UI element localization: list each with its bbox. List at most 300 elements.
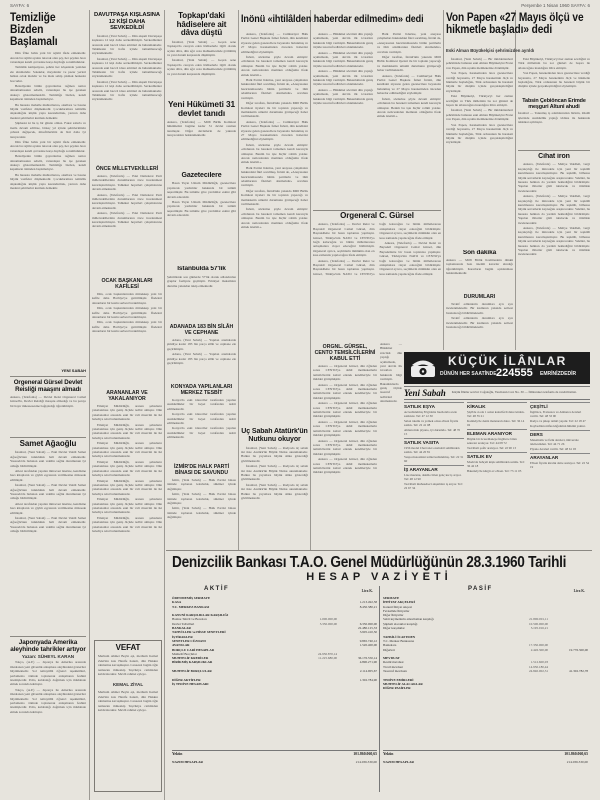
headline: Gazetecilere xyxy=(181,172,222,179)
ledger-label: AVANSLAR xyxy=(172,643,190,648)
ledger-value: 8.450.380,21 xyxy=(359,604,377,609)
ledger-label: T.C. Merkez Bankasına xyxy=(383,638,415,643)
aktif-nazim xyxy=(172,760,377,764)
paragraph: Konya'da eski idareciler tarafından yapılan usulsüzlükler bir heyet tarafından tesbit edilmektedir. xyxy=(167,412,236,426)
paragraph: Dün Ülke bahis yeni bir rejimi ifade etmektedir. Ancak bu rejimi ayakta tutacak olan şey, her şeyden önce vatandaşın kendi çevresine karşı duyduğu sorumluluktur. xyxy=(10,139,86,153)
story-topkapi xyxy=(167,12,236,92)
paragraph: Von Papen, hareketinden önce gazetecilere verdiği beyanatta, 27 Mayıs hareketinin ölçü ve hikmetle başladığını, Türk ordusunun bu hareketi büyük bir disiplin içinde gerçekleştirdiğini söylemiştir. xyxy=(446,122,513,145)
article-body: Ankara, (Telefonla) — Devlet Reisi Orgeneral Cemal Gürsel'in, Devlet Reisliği maaşını almadığı ve bu parayı bir hayır müessesesine bağışladığı öğrenilmiştir. xyxy=(10,395,86,408)
column-rule xyxy=(443,10,444,350)
paragraph: Bu hususta mahalle muhtarlarına, okullara ve basına büyük vazifeler düşmektedir. Çocuklarımıza temizlik alışkanlığını küçük yaşta kazandırmak, yarının daha medeni şehirlerini kurmak demektir. xyxy=(10,172,86,190)
ledger-value: 1.302.784,90 xyxy=(359,677,377,682)
paragraph: İzmir, (Yeni Sabah) — Halk Partisi binası önünde toplanan kalabalık, sükûnet içinde dağılmıştır. xyxy=(167,506,236,520)
ledger-subvalue: 24.840.002,31 xyxy=(529,669,548,674)
article-body xyxy=(241,32,308,229)
story-tabsin xyxy=(518,98,590,148)
pasif-nazim xyxy=(383,760,588,764)
column-rule xyxy=(310,10,311,550)
classified-column-1 xyxy=(404,400,464,548)
article-body xyxy=(167,478,236,520)
ledger-value: 1.213.492,58 xyxy=(359,600,377,605)
paragraph: Ankara, (Telefonla) — Maliye Vekâleti, vergi kaçakçılığı ile mücadele için yeni bir teşkilât kurulmasını kararlaştırmıştır. Bu teşkilât, bilhassa büyük servetlerin kaynağını araştıracaktır. Vekâlet, bu hususta halktan da yardım beklediğini bildirmiştir. Yapılan ihbarlar gizli tutulacak ve titizlikle incelenecektir. xyxy=(518,194,590,225)
aktif-heading: AKTİF xyxy=(204,586,230,592)
article-body: Merhum Ahmet Beyin eşi, merhum Kemal Zeki'nin kızı Hanife hanım, dün Hakkın rahmetine kavuşmuştur. Cenazesi bugün öğle namazını müteakip Teşvikiye camiinden kaldırılacaktır. Mevlâ rahmet eyleye. xyxy=(98,654,158,677)
ledger-label: BORÇLU CARİ HESAPLAR xyxy=(172,647,215,652)
story-rule xyxy=(10,636,86,637)
paragraph: Tevkif edilenlerin durumları ayrı ayrı incelenmektedir. Bir kısmının yakında serbest bırakılacağı bildirilmektedir. xyxy=(446,316,513,330)
ledger-label: SENETLER CÜZDANI xyxy=(172,638,206,643)
ledger-label: DİĞER AKTİFLER xyxy=(172,677,201,682)
ledger-label: İŞ TEDİYE HESAPLARI xyxy=(172,681,209,686)
headline: Von Papen «27 Mayıs ölçü ve hikmetle başladı» dedi xyxy=(446,12,584,37)
article-body xyxy=(446,302,513,329)
paragraph: Emniyet Müdürlüğü, aranan şahısların yakalanması için geniş ölçüde tedbir almıştır. Dün yakalananlar arasında eski bir vali muavini ile iki belediye reisi bulunmaktadır. xyxy=(92,515,162,533)
ledger-label: KASA xyxy=(172,600,182,605)
article-body xyxy=(167,181,236,217)
section-rule xyxy=(166,550,592,551)
story-gazetecilere xyxy=(167,172,236,262)
ad-item: Bakırköy'de kârgir ev ehven. Tel: 73 11 05 xyxy=(467,469,522,473)
paragraph: Ankara, (Telefonla) — Maliye Vekâleti, vergi kaçakçılığı ile mücadele için yeni bir teşkilât kurulmasını kararlaştırmıştır. Bu teşkilât, bilhassa büyük servetlerin kaynağını araştıracaktır. Vekâlet, bu hususta halktan da yardım beklediğini bildirmiştir. Yapılan ihbarlar gizli tutulacak ve titizlikle incelenecektir. xyxy=(518,162,590,193)
paragraph: Konya'da eski idareciler tarafından yapılan usulsüzlükler bir heyet tarafından tesbit edilmektedir. xyxy=(167,398,236,411)
paragraph: İstanbul, (Yeni Sabah) — Radyoda üç sabah üst üste Atatürk'ün Büyük Nutku okunmaktadır. Halkın bu yayınlara büyük alâka gösterdiği görülmektedir. xyxy=(241,464,308,482)
currency-heading: Lira K. xyxy=(361,589,373,593)
paragraph: Eski Büyükelçi, Türkiye'yi her zaman sevdiğini ve Türk milletinin bu zor günleri de başarı ile atlatacağına inandığını ilâve etmiştir. xyxy=(446,94,513,108)
ad-item: Tecrübeli muhasebeci akşamları iş arıyor. Tel: 22 67 34 xyxy=(404,482,463,490)
headline: İZMİR'DE HALK PARTİ BİNASI DE SAVUNDU xyxy=(173,464,230,476)
article-body: Ankara — Millî Birlik Komitesinin dünkü toplantısında bazı önemli kararlar alındığı öğrenilmiştir. Kararların bugün açıklanması beklenmektedir. xyxy=(446,257,513,276)
ledger-row xyxy=(172,682,377,686)
deck: Eski Alman Büyükelçisi şehrimizden ayrıldı xyxy=(446,48,535,53)
banner-title: KÜÇÜK İLÂNLAR xyxy=(448,354,567,368)
aktif-total-row xyxy=(172,750,377,756)
paragraph: Ankara, (Telefonla) — Maliye Vekâleti, vergi kaçakçılığı ile mücadele için yeni bir teşkilât kurulmasını kararlaştırmıştır. Bu teşkilât, bilhassa büyük servetlerin kaynağını araştıracaktır. Vekâlet, bu hususta halktan da yardım beklediğini bildirmiştir. Yapılan ihbarlar gizli tutulacak ve titizlikle incelenecektir. xyxy=(518,226,590,257)
article-body xyxy=(518,162,590,257)
headline: Son dakika xyxy=(462,250,497,256)
ledger-subvalue: 10.500.000,00 xyxy=(529,621,548,626)
paragraph: Ankara — Orgeneral Gürsel, dün öğleden sonra CENTO'ya dahil memleketlerin temsilcilerini kabul ederek kendileriyle bir müddet görüşmüştür. xyxy=(313,364,377,382)
paragraph: Ankara — Hükümet sözcüsü dün yaptığı açıklamada, yeni devrin ilk icraatları hakkında bilgi vermiştir. Bakanlıklarda geniş ölçüde tasarruf tedbirleri alınmaktadır. xyxy=(313,50,373,68)
headline: İstanbulda 57'lik xyxy=(177,266,226,272)
banner-line-right: EMRİNİZDEDİR xyxy=(540,371,577,377)
ad-item: Moda'da bahçeli köşk sahibinden satılık. Tel: 36 42 18 xyxy=(467,460,525,468)
article-body xyxy=(92,292,162,334)
paragraph: Şüphesiz ki bu iş bir günde olmaz. Fakat sabırla ve inatla devam edilirse, birkaç yıl içinde şehirlerimizin çehresi değişecek, misafirlerimiz de bizi daha iyi tanıyacaktır. xyxy=(10,121,86,139)
paragraph: Halk Partisi liderine, yeni anayasa çalışmaları hakkındaki fikri sorulmuş, İnönü de, «Anayasanın hazırlanmasında bütün partilerin ve ilim adamlarının fikirleri alınmalıdır» cevabını vermiştir. xyxy=(241,78,308,100)
paragraph: Ankara, (Telefonla) — Eski Demokrat Parti milletvekillerinin durumlarının önce incelenmesi kararlaştırılmıştır. Tahkikat heyetleri çalışmalarına devam etmektedir. xyxy=(92,211,162,229)
paragraph: Ailesi tarafından yapılan müracaat üzerine, kendisine bazı kitapların ve giyim eşyasının verilmesine müsaade edilmiştir. xyxy=(10,501,86,515)
total-label: Yekûn xyxy=(383,752,394,756)
ledger-subvalue xyxy=(301,682,337,686)
balance-divider xyxy=(379,586,380,792)
paragraph: İnönü, sözlerine şöyle devam etmiştir: «Ordunun bu hareketi tamamen kendi kararıyla olmuştur. Benim bu işte hiçbir rolüm yoktur. Ancak neticesinden memnun olduğumu ifade etmek isterim.» xyxy=(241,142,308,165)
story-davutpasa xyxy=(92,12,162,162)
ledger-label: KANUNİ KARŞILIKLAR KARŞILIĞI xyxy=(172,613,229,618)
headline: Temizliğe Bizden Başlamalı xyxy=(10,12,58,49)
story-orgeneral-gursel xyxy=(313,212,441,340)
ledger-label: Bankalara xyxy=(383,643,397,648)
ad-item: İngilizce, Fransızca ve Almanca dersleri verilir. Tel: 48 33 90 xyxy=(530,410,582,418)
paragraph: Ankara, (Telefonla) — Devlet Reisi ve Başvekil Orgeneral Cemal Gürsel, dün Başvekâlette bir basın toplantısı yapmıştır. Gürsel, Türkiye'nin NATO ve CENTO'ya bağlı kalacağını ve bütün milletlerarası anlaşmalara riayet edeceğini bildirmiştir. Orgeneral ayrıca, seçimlerin mümkün olan en kısa zamanda yapılacağını ifade etmiştir. xyxy=(313,222,375,258)
ledger-subvalue: 14.950.180,44 xyxy=(529,664,548,669)
ledger-value: 36.176.550,14 xyxy=(358,656,377,661)
paragraph: Ankara, (Telefonla) — Eski Demokrat Parti milletvekillerinin durumlarının önce incelenmesi kararlaştırılmıştır. Tahkikat heyetleri çalışmalarına devam etmektedir. xyxy=(92,192,162,210)
pasif-total: 101.860.060,65 xyxy=(564,752,588,756)
paragraph: Basın Yayın Umum Müdürlüğü, gazetecilere yapılacak yardımlar hakkında bir tamim neşretmiştir. Bu tamime göre yardımlar eskisi gibi devam edecektir. xyxy=(167,199,236,218)
paragraph: Ankara, (Telefonla) — Eski Demokrat Parti milletvekillerinin durumlarının önce incelenmesi kararlaştırılmıştır. Tahkikat heyetleri çalışmalarına devam etmektedir. xyxy=(92,174,162,192)
article-body: Ankara — Hükümet sözcüsü dün yaptığı açıklamada, yeni devrin ilk icraatları hakkında bilgi vermiştir. Bakanlıklarda geniş ölçüde tasarruf tedbirleri alınmaktadır. xyxy=(380,342,402,404)
ad-category: KİRALIK xyxy=(467,402,527,409)
ledger-label: Kanunî İhtiyat Akçesi xyxy=(383,604,412,609)
headline: DURUMLARI xyxy=(463,294,496,300)
paragraph: Ankara — Orgeneral Gürsel, dün öğleden sonra CENTO'ya dahil memleketlerin temsilcilerini kabul ederek kendileriyle bir müddet görüşmüştür. xyxy=(313,457,377,475)
paragraph: Adana, (Yeni Sabah) — Yapılan aramalarda şimdiye kadar 183 bin parça silâh ve cephane ele geçirilmiştir. xyxy=(167,338,236,351)
ad-item: Kadıköy'de deniz manzaralı daire. Tel: 36 14 02 xyxy=(467,419,525,427)
ledger-value: 19.776.300,00 xyxy=(569,647,588,652)
ledger-label: Ticarî mevduat xyxy=(383,664,403,669)
banner-phone: 224555 xyxy=(496,367,533,379)
obituary-name: KEMAL ZİYAL xyxy=(112,682,144,688)
paragraph: İstanbul, (Yeni Sabah) — Eski Devlet Vekili Samet Ağaoğlu'nun tutukluluk hali devam etmektedir. Yassıada'da bulunan eski vekilin sağlık durumunun iyi olduğu bildirilmiştir. xyxy=(10,483,86,501)
ad-item: Lise mezunu, daktilo bilen genç kız iş arıyor. Tel: 48 12 90 xyxy=(404,473,462,481)
ledger-subvalue xyxy=(512,686,548,690)
column-1-lead xyxy=(10,12,86,368)
headline: VEFAT xyxy=(115,643,141,652)
folio-right: Perşembe 1 Nisan 1960 SAYFA: 6 xyxy=(521,2,590,8)
total-label: Yekûn xyxy=(172,752,183,756)
nazim-value: 214.036.330,00 xyxy=(566,760,588,764)
balance-sheet-subtitle: HESAP VAZİYETİ xyxy=(306,571,452,583)
paragraph: Belediyenin bütün gayretlerine rağmen netice alınamamasının sebebi, vatandaşın bu işe gereken alakayı göstermemesidir. Temizliğe bizden, kendi kapımızın önünden başlamalıyız. xyxy=(10,154,86,172)
column-filler xyxy=(380,342,402,548)
paragraph: İstanbul, (Yeni Sabah) — Radyoda üç sabah üst üste Atatürk'ün Büyük Nutku okunmaktadır. Halkın bu yayınlara büyük alâka gösterdiği görülmektedir. xyxy=(241,482,308,501)
paragraph: Adana, (Yeni Sabah) — Yapılan aramalarda şimdiye kadar 183 bin parça silâh ve cephane ele geçirilmiştir. xyxy=(167,352,236,366)
article-body xyxy=(167,338,236,365)
headline: DAVUTPAŞA KIŞLASINA 12 KİŞİ DAHA SEVKEDİLDİ xyxy=(94,12,160,32)
byline: Yazan: SÜHEYL KARAN xyxy=(21,654,75,660)
bank-balance-sheet xyxy=(168,554,590,794)
story-inonu-headline xyxy=(241,14,441,30)
classified-info: Küçük İlânlar servisi: Cağaloğlu, Yerebatan Cad. No. 30 — İlânlarınızı telefonla da verebilirsiniz. xyxy=(451,390,577,395)
paragraph: Von Papen, hareketinden önce gazetecilere verdiği beyanatta, 27 Mayıs hareketinin ölçü ve hikmetle başladığını, Türk ordusunun bu hareketi büyük bir disiplin içinde gerçekleştirdiğini söylemiştir. xyxy=(518,71,590,89)
ledger-subvalue: 17.350.000,00 xyxy=(529,643,548,648)
ledger-label: TAHVİLLER ve HİSSE SENETLERİ xyxy=(172,630,226,635)
ledger-label: T.C. MERKEZ BANKASI xyxy=(172,604,210,609)
balance-sheet-title: Denizcilik Bankası T.A.O. Genel Müdürlüğünün 28.3.1960 Tarihli xyxy=(172,554,567,571)
ledger-label: ÖDENMEMİŞ SERMAYE xyxy=(172,596,211,600)
ledger-subvalue: 24.950.870,14 xyxy=(318,651,337,656)
article-body xyxy=(446,57,513,145)
story-hukumet-cont xyxy=(377,32,441,208)
ad-item: Ehven fiyatla kiralık daire aranıyor. Tel: 22 54 19 xyxy=(530,461,590,469)
classified-column-2 xyxy=(467,400,527,548)
ad-item: Şişli'de 4 oda 1 salon kaloriferli daire kiralık. Tel: 48 55 21 xyxy=(467,410,525,418)
ledger-subvalue: 11.225.680,00 xyxy=(318,656,337,661)
article-body xyxy=(377,32,441,119)
ad-category: ARAYANLAR xyxy=(530,453,590,460)
story-gursel-salary xyxy=(10,379,86,435)
paragraph: Ankara, (Telefonla) — Cumhuriyet Halk Partisi Genel Başkanı İsmet İnönü, dün kendisini ziyarete gelen gazetecilere beyanatta bulunmuş ve 27 Mayıs hareketinden önceden haberdar edilmediğini söylemiştir. xyxy=(241,32,308,54)
paragraph: Temizlik kampanyası, şehrin her köşesinde yeniden ele alınmalıdır. Sokaklar, meydanlar ve pazar yerleri halkın ortak malıdır ve bu mala sahip çıkmak herkesin borcudur. xyxy=(10,65,86,83)
pasif-heading: PASİF xyxy=(468,586,493,592)
paragraph: Ankara — Hükümet sözcüsü dün yaptığı açıklamada, yeni devrin ilk icraatları hakkında bilgi vermiştir. Bakanlıklarda geniş ölçüde tasarruf tedbirleri alınmaktadır. xyxy=(313,69,373,87)
story-rule xyxy=(313,210,441,211)
paragraph: Belediyenin bütün gayretlerine rağmen netice alınamamasının sebebi, vatandaşın bu işe gereken alakayı göstermemesidir. Temizliğe bizden, kendi kapımızın önünden başlamalıyız. xyxy=(10,84,86,102)
paragraph: Halk Partisi liderine, yeni anayasa çalışmaları hakkındaki fikri sorulmuş, İnönü de, «Anayasanın hazırlanmasında bütün partilerin ve ilim adamlarının fikirleri alınmalıdır» cevabını vermiştir. xyxy=(241,165,308,188)
ledger-row xyxy=(383,686,588,690)
article-body xyxy=(518,57,590,89)
ledger-label: Şüpheli alacaklar karşılığı xyxy=(383,621,418,626)
ledger-value xyxy=(337,682,377,686)
story-agaoglu xyxy=(10,440,86,590)
headline: Topkapı'daki hâdiselere ait dâva düştü xyxy=(176,12,227,38)
currency-heading: Lira K. xyxy=(573,589,585,593)
ledger-label: BİRİKMİŞ KARŞILIKLAR xyxy=(172,660,213,665)
ledger-label: TAHSİLİ İCAP EDEN xyxy=(383,634,416,639)
article-body: İstanbul — Tanınmış iş adamlarından birinin, ithalât işlerinde usulsüzlük yaptığı iddiası ile hakkında tahkikat açılmıştır. xyxy=(518,111,590,125)
paragraph: İstanbul, (Yeni Sabah) — Geçen sene Topkapı'da cereyan eden hâdiselerle ilgili olarak açılan dâva, dün ağır ceza mahkemesinde görülmüş ve yeni durum karşısında düşmüştür. xyxy=(167,39,236,57)
article-body xyxy=(313,364,377,475)
ad-item: Matematik ve fizik dersleri, üniversite talebesinden. Tel: 44 71 26 xyxy=(530,438,579,446)
article-body: Merhum Ahmet Beyin eşi, merhum Kemal Zeki'nin kızı Hanife hanım, dün Hakkın rahmetine kavuşmuştur. Cenazesi bugün öğle namazını müteakip Teşvikiye camiinden kaldırılacaktır. Mevlâ rahmet eyleye. xyxy=(98,690,158,713)
pasif-ledger xyxy=(383,596,588,691)
article-body xyxy=(167,40,236,76)
paragraph: Ankara — Orgeneral Gürsel, dün öğleden sonra CENTO'ya dahil memleketlerin temsilcilerini kabul ederek kendileriyle bir müddet görüşmüştür. xyxy=(313,419,377,438)
paragraph: İstanbul, (Yeni Sabah) — Dün akşam Davutpaşa kışlasına 12 kişi daha sevkedilmiştir. Sevkedilenler arasında eski bazı il idare amirleri de bulunmaktadır. Tahkikatın bir hafta içinde tamamlanacağı söylenmektedir. xyxy=(92,56,162,79)
ledger-label: İŞTİRAKLER xyxy=(172,634,193,639)
ad-item: Piyano dersleri verilir. Tel: 48 61 03 xyxy=(530,447,577,451)
paragraph: İnönü, sözlerine şöyle devam etmiştir: «Ordunun bu hareketi tamamen kendi kararıyla olmuştur. Benim bu işte hiçbir rolüm yoktur. Ancak neticesinden memnun olduğumu ifade etmek isterim.» xyxy=(241,55,308,77)
folio-line xyxy=(10,0,590,10)
ledger-value: 4.890.271,90 xyxy=(359,660,377,665)
paragraph: İstanbul, (Yeni Sabah) — Bir müddettenberi şehrimizde bulunan eski Alman Büyükelçisi Franz von Papen, dün uçakla memleketine dönmüştür. xyxy=(446,108,513,122)
paragraph: İnönü, sözlerine şöyle devam etmiştir: «Ordunun bu hareketi tamamen kendi kararıyla olmuştur. Benim bu işte hiçbir rolüm yoktur. Ancak neticesinden memnun olduğumu ifade etmek isterim.» xyxy=(241,207,308,230)
story-japan xyxy=(10,639,86,794)
ledger-label: TEDİYE EMİRLERİ xyxy=(383,677,414,682)
classified-masthead xyxy=(404,386,590,400)
article-body xyxy=(92,404,162,533)
ledger-label: MUHTELİF ALACAKLAR xyxy=(383,681,423,686)
headline: Tabsin Çebiöncan Erimde meşguri Altuni ahudi xyxy=(522,98,586,111)
ad-category: SATILIK EV xyxy=(467,452,527,459)
headline: Yeni Hükümeti 31 devlet tanıdı xyxy=(167,100,236,118)
paragraph: Basın Yayın Umum Müdürlüğü, gazetecilere yapılacak yardımlar hakkında bir tamim neşretmiştir. Bu tamime göre yardımlar eskisi gibi devam edecektir. xyxy=(167,181,236,199)
paragraph: İstanbul, (Yeni Sabah) — Geçen sene Topkapı'da cereyan eden hâdiselerle ilgili olarak açılan dâva, dün ağır ceza mahkemesinde görülmüş ve yeni durum karşısında düşmüştür. xyxy=(167,58,236,76)
ledger-subvalue: 5.350.000,00 xyxy=(319,621,337,626)
folio-left: SAYFA: 6 xyxy=(10,2,30,8)
headline: OCAK BAŞKANLARI KAFİLESİ xyxy=(101,278,153,290)
ledger-value: 41.302.782,78 xyxy=(569,669,588,674)
paragraph: Emniyet Müdürlüğü, aranan şahısların yakalanması için geniş ölçüde tedbir almıştır. Dün yakalananlar arasında eski bir vali muavini ile iki belediye reisi bulunmaktadır. xyxy=(92,497,162,515)
ledger-value: 22.480.125,33 xyxy=(358,626,377,631)
article-body xyxy=(313,222,441,276)
ad-category: SATILIK VASITA xyxy=(404,438,464,445)
article-body: Şehrimizde son günlerde 57'lik olarak adlandırılan gruplar faaliyete geçmiştir. Emniyet makamları durumu yakından takip etmektedir. xyxy=(167,274,236,288)
ledger-label: BANKALAR xyxy=(172,626,191,631)
story-hukumet xyxy=(313,32,373,208)
ledger-label: Fevkalâde İhtiyatlar xyxy=(383,608,410,613)
paragraph: Dün, ocak başkanlarından mürekkep yeni bir kafile daha Harbiye'ye getirilmiştir. İfadeleri alınanların bir kısmı serbest bırakılmıştır. xyxy=(92,306,162,320)
column-rule xyxy=(164,10,165,800)
paragraph: Ankara — Orgeneral Gürsel, dün öğleden sonra CENTO'ya dahil memleketlerin temsilcilerini kabul ederek kendileriyle bir müddet görüşmüştür. xyxy=(313,382,377,400)
ledger-value: 6.350.000,00 xyxy=(359,621,377,626)
nazim-value: 214.036.330,00 xyxy=(355,760,377,764)
column-rule xyxy=(89,10,90,800)
story-istanbul-57lik xyxy=(167,266,236,320)
headline: İnönü «ihtilâlden haberdar edilmedim» dedi xyxy=(241,14,424,25)
paragraph: İzmir, (Yeni Sabah) — Halk Partisi binası önünde toplanan kalabalık, sükûnet içinde dağılmıştır. xyxy=(167,492,236,506)
headline: ARANANLAR VE YAKALANIYOR xyxy=(106,390,148,402)
paragraph: Dün Ülke bahis yeni bir rejimi ifade etmektedir. Ancak bu rejimi ayakta tutacak olan şey, her şeyden önce vatandaşın kendi çevresine karşı duyduğu sorumluluktur. xyxy=(10,51,86,64)
ad-item: Alman malı piyano, iyi durumda. Tel: 48 70 15 xyxy=(404,428,461,436)
banner-line-left: DÜNÜN HER SAATİNDE xyxy=(440,371,497,377)
telephone-icon xyxy=(410,358,436,378)
paragraph: Dün, ocak başkanlarından mürekkep yeni bir kafile daha Harbiye'ye getirilmiştir. İfadeleri alınanların bir kısmı serbest bırakılmıştır. xyxy=(92,292,162,305)
ad-category: İŞ ARAYANLAR xyxy=(404,465,464,472)
article-body xyxy=(313,32,373,106)
story-milletvekilleri xyxy=(92,164,162,274)
column-rule xyxy=(515,10,516,350)
ledger-label: İHTİYAT AKÇELERİ xyxy=(383,600,415,605)
paragraph: Halk Partisi liderine, yeni anayasa çalışmaları hakkındaki fikri sorulmuş, İnönü de, «Anayasanın hazırlanmasında bütün partilerin ve ilim adamlarının fikirleri alınmalıdır» cevabını vermiştir. xyxy=(377,32,441,54)
paragraph: İstanbul, (Yeni Sabah) — Eski Devlet Vekili Samet Ağaoğlu'nun tutukluluk hali devam etmektedir. Yassıada'da bulunan eski vekilin sağlık durumunun iyi olduğu bildirilmiştir. xyxy=(10,450,86,468)
story-cihat xyxy=(518,153,590,346)
ledger-label: Tasarruf mevduatı xyxy=(383,669,408,674)
ad-item: Radyo ve pikap tamiri yapılır. Tel: 22 18 47 xyxy=(530,419,586,423)
paragraph: İstanbul, (Yeni Sabah) — Dün akşam Davutpaşa kışlasına 12 kişi daha sevkedilmiştir. Sevkedilenler arasında eski bazı il idare amirleri de bulunmaktadır. Tahkikatın bir hafta içinde tamamlanacağı söylenmektedir. xyxy=(92,79,162,102)
ledger-label: Diğerleri xyxy=(383,647,395,652)
paragraph: Ankara — Orgeneral Gürsel, dün öğleden sonra CENTO'ya dahil memleketlerin temsilcilerini kabul ederek kendileriyle bir müddet görüşmüştür. xyxy=(313,401,377,419)
story-ataturk-nutuk xyxy=(241,428,308,548)
article-body: Ankara, (Telefonla) — Millî Birlik Komitesi hükümetini bugüne kadar 31 devlet resmen tanımıştır. Diğer devletlerin de yakında tanıyacakları beklenmektedir. xyxy=(167,120,236,138)
paragraph: Bu hususta mahalle muhtarlarına, okullara ve basına büyük vazifeler düşmektedir. Çocuklarımıza temizlik alışkanlığını küçük yaşta kazandırmak, yarının daha medeni şehirlerini kurmak demektir. xyxy=(10,102,86,120)
ledger-value: 1.520.400,00 xyxy=(359,643,377,648)
paragraph: İstanbul, (Yeni Sabah) — Dün akşam Davutpaşa kışlasına 12 kişi daha sevkedilmiştir. Sevkedilenler arasında eski bazı il idare amirleri de bulunmaktadır. Tahkikatın bir hafta içinde tamamlanacağı söylenmektedir. xyxy=(92,33,162,56)
paragraph: İnönü, sözlerine şöyle devam etmiştir: «Ordunun bu hareketi tamamen kendi kararıyla olmuştur. Benim bu işte hiçbir rolüm yoktur. Ancak neticesinden memnun olduğumu ifade etmek isterim.» xyxy=(377,96,441,119)
ad-category: SATILIK EŞYA xyxy=(404,402,464,409)
article-body xyxy=(10,450,86,533)
story-31-devlet xyxy=(167,100,236,168)
pasif-total-row xyxy=(383,750,588,756)
story-ocak-baskanlari xyxy=(92,276,162,386)
ledger-subvalue: 2.426.300,00 xyxy=(530,647,548,652)
paragraph: Diğer taraftan, İnönü'nün yakında Millî Birlik Komitesi üyeleri ile bir toplantı yapacağı ve memleketin umumi durumunu görüşeceği haber verilmektedir. xyxy=(241,188,308,207)
article-body xyxy=(241,446,308,501)
paragraph: İzmir, (Yeni Sabah) — Halk Partisi binası önünde toplanan kalabalık, sükûnet içinde dağılmıştır. xyxy=(167,478,236,491)
ledger-value: 9.865.740,12 xyxy=(359,638,377,643)
yeni-sabah-logo: Yeni Sabah xyxy=(404,388,446,398)
paragraph: Diğer taraftan, İnönü'nün yakında Millî Birlik Komitesi üyeleri ile bir toplantı yapacağı ve memleketin umumi durumunu görüşeceği haber verilmektedir. xyxy=(377,55,441,73)
headline: Cihat iron xyxy=(538,153,570,160)
article-body xyxy=(92,174,162,229)
headline: KONYADA YAPILANLARI MERKEZ TESBİT xyxy=(170,384,233,396)
ledger-label: Devlet Tahvilleri xyxy=(172,621,195,626)
story-inonu-body xyxy=(241,32,308,424)
classified-banner xyxy=(404,352,590,384)
ad-category: ELEMAN ARANIYOR xyxy=(467,429,527,436)
ledger-label: MEVDUAT xyxy=(383,656,400,661)
ad-item: Tecrübeli şoför aranıyor. Tel: 22 90 13 xyxy=(467,446,516,450)
ledger-label: Muhtelif Borçlular xyxy=(172,651,197,656)
paragraph: Dün, ocak başkanlarından mürekkep yeni bir kafile daha Harbiye'ye getirilmiştir. İfadeleri alınanların bir kısmı serbest bırakılmıştır. xyxy=(92,320,162,334)
ledger-value: 2.114.905,67 xyxy=(359,669,377,674)
ledger-label: Diğer karşılıklar xyxy=(383,626,405,631)
ledger-value xyxy=(548,686,588,690)
paragraph: Eski Büyükelçi, Türkiye'yi her zaman sevdiğini ve Türk milletinin bu zor günleri de başarı ile atlatacağına inandığını ilâve etmiştir. xyxy=(518,57,590,70)
paragraph: Ankara — Hükümet sözcüsü dün yaptığı açıklamada, yeni devrin ilk icraatları hakkında bilgi vermiştir. Bakanlıklarda geniş ölçüde tasarruf tedbirleri alınmaktadır. xyxy=(313,87,373,106)
paragraph: Tevkif edilenlerin durumları ayrı ayrı incelenmektedir. Bir kısmının yakında serbest bırakılacağı bildirilmektedir. xyxy=(446,302,513,315)
ledger-label: DİĞER PASİFLER xyxy=(383,686,411,691)
story-arananlar xyxy=(92,388,162,633)
headline: ADANADA 183 BİN SİLÂH VE CEPHANE xyxy=(169,324,234,336)
column-rule xyxy=(238,10,239,550)
paragraph: Emniyet Müdürlüğü, aranan şahısların yakalanması için geniş ölçüde tedbir almıştır. Dün yakalananlar arasında eski bir vali muavini ile iki belediye reisi bulunmaktadır. xyxy=(92,404,162,422)
story-konya xyxy=(167,382,236,460)
paragraph: Ankara, (Telefonla) — Devlet Reisi ve Başvekil Orgeneral Cemal Gürsel, dün Başvekâlette bir basın toplantısı yapmıştır. Gürsel, Türkiye'nin NATO ve CENTO'ya bağlı kalacağını ve bütün milletlerarası anlaşmalara riayet edeceğini bildirmiştir. Orgeneral ayrıca, seçimlerin mümkün olan en kısa zamanda yapılacağını ifade etmiştir. xyxy=(379,241,441,276)
article-body xyxy=(10,660,86,714)
story-cento xyxy=(313,342,377,548)
ledger-label: MUHTELİF BORÇLULAR xyxy=(172,669,212,674)
ad-item: Kaybedilen nüfus kâğıdımın hükmü yoktur. xyxy=(530,424,586,428)
ad-item: 1956 model Chevrolet otomobil sahibinden satılık. Tel: 44 20 81 xyxy=(404,446,460,454)
paragraph: İstanbul, (Yeni Sabah) — Radyoda üç sabah üst üste Atatürk'ün Büyük Nutku okunmaktadır. Halkın bu yayınlara büyük alâka gösterdiği görülmektedir. xyxy=(241,445,308,463)
nazim-label: NAZIM HESAPLAR xyxy=(172,760,203,764)
paragraph: Emniyet Müdürlüğü, aranan şahısların yakalanması için geniş ölçüde tedbir almıştır. Dün yakalananlar arasında eski bir vali muavini ile iki belediye reisi bulunmaktadır. xyxy=(92,459,162,478)
story-adana xyxy=(167,322,236,380)
headline: Orgeneral C. Gürsel xyxy=(340,212,414,220)
headline: ÖNCE MİLLETVEKİLLERİ xyxy=(95,166,159,172)
classified-column-3 xyxy=(530,400,590,548)
paragraph: Tokyo, (A.P.) — Japonya ile Amerika arasında imzalanan yeni güvenlik anlaşması aleyhindeki gösteriler büyümektedir. Sol temayüllü öğrenci teşekkülleri, parlamento önünde toplanarak anlaşmanın feshini istemişlerdir. Polis, kalabalığı dağıtmak için müdahale etmek zorunda kalmıştır. xyxy=(10,660,86,687)
paragraph: Ailesi tarafından yapılan müracaat üzerine, kendisine bazı kitapların ve giyim eşyasının verilmesine müsaade edilmiştir. xyxy=(10,469,86,482)
paragraph: Ankara — Hükümet sözcüsü dün yaptığı açıklamada, yeni devrin ilk icraatları hakkında bilgi vermiştir. Bakanlıklarda geniş ölçüde tasarruf tedbirleri alınmaktadır. xyxy=(313,32,373,50)
ad-item: Salon takımı ve yemek odası ehven fiyatla satılık. Tel: 22 41 08 xyxy=(404,419,459,427)
paragraph: Ankara, (Telefonla) — Devlet Reisi ve Başvekil Orgeneral Cemal Gürsel, dün Başvekâlette bir basın toplantısı yapmıştır. Gürsel, Türkiye'nin NATO ve CENTO'ya bağlı kalacağını ve bütün milletlerarası anlaşmalara riayet edeceğini bildirmiştir. Orgeneral ayrıca, seçimlerin mümkün olan en kısa zamanda yapılacağını ifade etmiştir. xyxy=(313,222,441,276)
story-son-dakika xyxy=(446,250,513,290)
aktif-ledger xyxy=(172,596,377,686)
paragraph: Ankara — Orgeneral Gürsel, dün öğleden sonra CENTO'ya dahil memleketlerin temsilcilerini kabul ederek kendileriyle bir müddet görüşmüştür. xyxy=(313,438,377,456)
story-izmir xyxy=(167,462,236,548)
ledger-subvalue: 5.195.016,21 xyxy=(530,626,548,631)
story-rule xyxy=(518,150,590,151)
aktif-total: 101.860.060,65 xyxy=(353,752,377,756)
ledger-label: Diğer İhtiyatlar xyxy=(383,613,404,618)
story-rule xyxy=(10,376,86,377)
ad-category: ÇEŞİTLİ xyxy=(530,402,590,409)
headline: Orgeneral Gürsel Devlet Reisliği maaşını almadı xyxy=(13,379,83,393)
article-body xyxy=(10,51,86,190)
article-body xyxy=(167,398,236,440)
paragraph: Ankara, (Telefonla) — Cumhuriyet Halk Partisi Genel Başkanı İsmet İnönü, dün kendisini ziyarete gelen gazetecilere beyanatta bulunmuş ve 27 Mayıs hareketinden önceden haberdar edilmediğini söylemiştir. xyxy=(241,119,308,142)
article-body xyxy=(92,34,162,102)
paragraph: Von Papen, hareketinden önce gazetecilere verdiği beyanatta, 27 Mayıs hareketinin ölçü ve hikmetle başladığını, Türk ordusunun bu hareketi büyük bir disiplin içinde gerçekleştirdiğini söylemiştir. xyxy=(446,71,513,93)
headline: Japonyada Amerika aleyhinde tahrikler artıyor xyxy=(10,639,86,654)
ad-category: DERS xyxy=(530,430,590,437)
paragraph: Emniyet Müdürlüğü, aranan şahısların yakalanması için geniş ölçüde tedbir almıştır. Dün yakalananlar arasında eski bir vali muavini ile iki belediye reisi bulunmaktadır. xyxy=(92,441,162,459)
paragraph: Diğer taraftan, İnönü'nün yakında Millî Birlik Komitesi üyeleri ile bir toplantı yapacağı ve memleketin umumi durumunu görüşeceği haber verilmektedir. xyxy=(241,101,308,119)
obituary-box xyxy=(94,640,162,792)
ledger-subvalue: 1.512.600,03 xyxy=(530,660,548,665)
nazim-label: NAZIM HESAPLAR xyxy=(383,760,414,764)
paragraph: Tokyo, (A.P.) — Japonya ile Amerika arasında imzalanan yeni güvenlik anlaşması aleyhindeki gösteriler büyümektedir. Sol temayüllü öğrenci teşekkülleri, parlamento önünde toplanarak anlaşmanın feshini istemişlerdir. Polis, kalabalığı dağıtmak için müdahale etmek zorunda kalmıştır. xyxy=(10,687,86,714)
ad-item: Az kullanılmış Frigidaire buzdolabı acele satılıktır. Tel: 47 12 30 xyxy=(404,410,457,418)
ledger-label: Hazine Tahvil ve Bonoları xyxy=(172,617,207,622)
ledger-label: Resmî mevduat xyxy=(383,660,404,665)
story-von-papen-headline xyxy=(446,12,592,46)
headline: Samet Ağaoğlu xyxy=(19,440,77,448)
story-von-papen-deck xyxy=(446,47,592,55)
story-von-papen-body xyxy=(446,57,513,247)
